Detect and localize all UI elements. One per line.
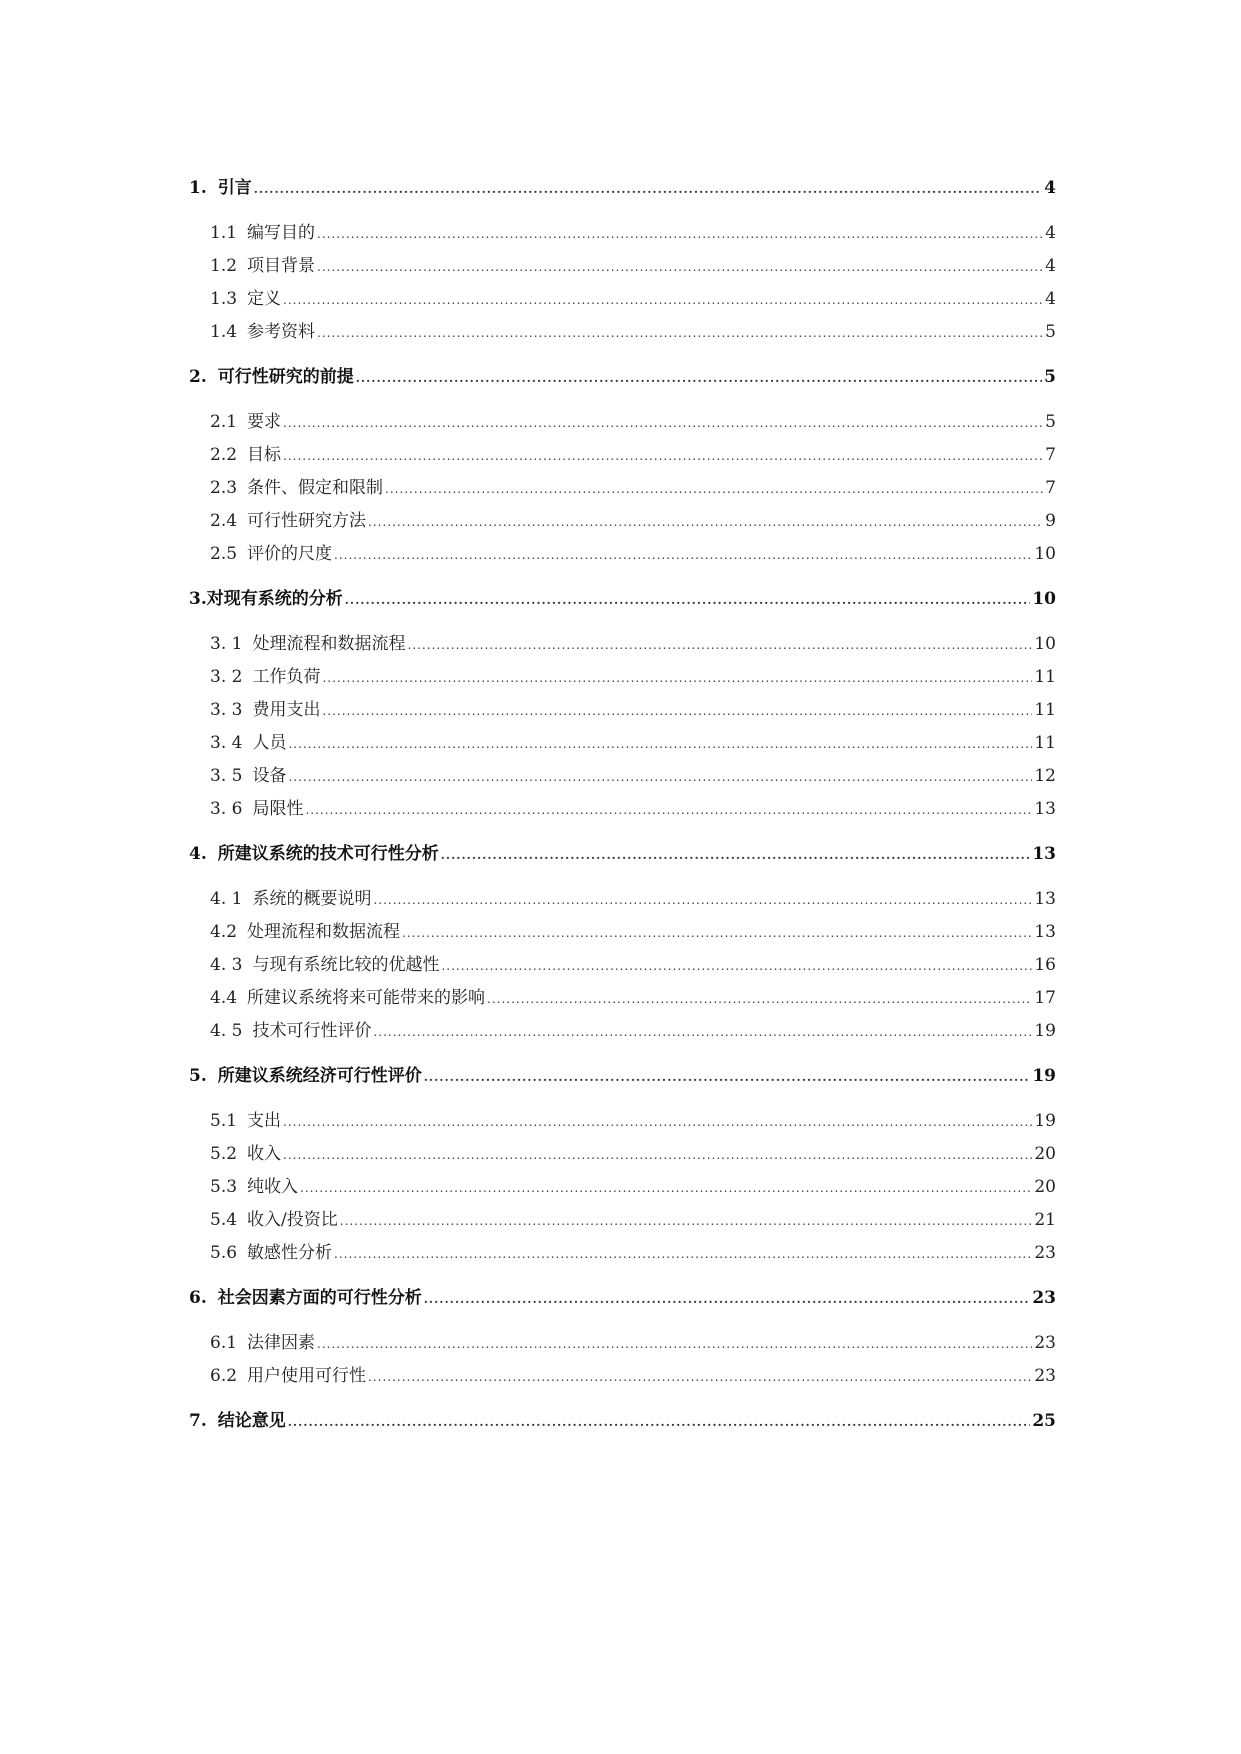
toc-entry-label: [210, 223, 315, 244]
toc-entry-title: 参考资料: [247, 322, 316, 342]
toc-entry-number: 4.: [189, 844, 207, 864]
toc-entry-number: 4. 5: [210, 1021, 243, 1041]
toc-entry[interactable]: [189, 733, 1056, 754]
toc-entry-title: 与现有系统比较的优越性: [252, 955, 440, 975]
toc-entry-number: 1.4: [210, 322, 238, 342]
toc-entry-title: 评价的尺度: [247, 544, 333, 564]
toc-entry-number: 5.6: [210, 1243, 238, 1263]
toc-entry-title: 处理流程和数据流程: [247, 922, 401, 942]
toc-entry-label: [210, 1111, 281, 1132]
dot-leader: [334, 545, 1032, 566]
toc-entry-label: [210, 1366, 366, 1387]
toc-entry-label: [189, 178, 252, 199]
toc-entry-label: [210, 889, 371, 910]
toc-entry-number: 6.2: [210, 1366, 238, 1386]
toc-entry-title: 项目背景: [247, 256, 316, 276]
toc-entry-title: 支出: [247, 1111, 282, 1131]
toc-entry-page: 10: [1032, 589, 1056, 609]
toc-entry-number: 7.: [189, 1411, 207, 1431]
toc-entry-page: 5: [1044, 367, 1056, 387]
toc-entry-label: [210, 667, 320, 688]
toc-entry-label: [189, 1288, 422, 1309]
toc-entry-title: 引言: [217, 178, 252, 198]
toc-entry-page: 17: [1034, 988, 1056, 1008]
toc-entry-title: 所建议系统的技术可行性分析: [217, 844, 439, 864]
toc-entry[interactable]: [189, 511, 1056, 532]
toc-entry[interactable]: [189, 178, 1056, 199]
dot-leader: [322, 701, 1032, 722]
toc-entry-page: 4: [1045, 289, 1056, 309]
toc-entry-number: 4. 3: [210, 955, 243, 975]
dot-leader: [317, 224, 1043, 245]
toc-entry-number: 3. 5: [210, 766, 243, 786]
toc-entry-label: [210, 256, 315, 277]
dot-leader: [385, 479, 1043, 500]
toc-entry-title: 法律因素: [247, 1333, 316, 1353]
toc-entry-title: 可行性研究的前提: [217, 367, 354, 387]
toc-entry-page: 23: [1032, 1288, 1056, 1308]
toc-entry-number: 1.: [189, 178, 207, 198]
toc-entry-page: 5: [1045, 322, 1056, 342]
toc-entry-page: 23: [1034, 1333, 1056, 1353]
toc-entry-number: 4. 1: [210, 889, 243, 909]
dot-leader: [441, 845, 1031, 866]
toc-entry-number: 1.1: [210, 223, 238, 243]
toc-entry-page: 21: [1034, 1210, 1056, 1230]
toc-entry-title: 可行性研究方法: [247, 511, 367, 531]
toc-entry[interactable]: [189, 544, 1056, 565]
toc-entry-label: [210, 412, 281, 433]
toc-entry[interactable]: [189, 634, 1056, 655]
toc-entry-page: 12: [1034, 766, 1056, 786]
toc-entry-page: 7: [1045, 478, 1056, 498]
toc-entry-label: [210, 766, 286, 787]
toc-entry-number: 4.4: [210, 988, 238, 1008]
dot-leader: [288, 734, 1032, 755]
dot-leader: [340, 1211, 1033, 1232]
dot-leader: [345, 590, 1031, 611]
toc-entry[interactable]: [189, 766, 1056, 787]
toc-entry-title: 收入/投资比: [247, 1210, 338, 1230]
toc-entry-title: 用户使用可行性: [247, 1366, 367, 1386]
toc-entry-number: 5.2: [210, 1144, 238, 1164]
toc-entry-number: 4.2: [210, 922, 238, 942]
toc-entry-label: [210, 544, 332, 565]
toc-entry-number: 6.: [189, 1288, 207, 1308]
toc-entry[interactable]: [189, 412, 1056, 433]
toc-entry[interactable]: [189, 922, 1056, 943]
dot-leader: [283, 290, 1043, 311]
dot-leader: [487, 989, 1032, 1010]
toc-entry-label: [210, 289, 281, 310]
toc-entry[interactable]: [189, 799, 1056, 820]
dot-leader: [368, 1367, 1032, 1388]
toc-entry[interactable]: [189, 223, 1056, 244]
dot-leader: [283, 413, 1043, 434]
toc-entry[interactable]: [189, 667, 1056, 688]
toc-entry-page: 25: [1032, 1411, 1056, 1431]
toc-entry[interactable]: [189, 256, 1056, 277]
toc-entry-page: 5: [1045, 412, 1056, 432]
toc-entry-number: 2.3: [210, 478, 238, 498]
toc-entry-title: 编写目的: [247, 223, 316, 243]
toc-entry-number: 3. 1: [210, 634, 243, 654]
dot-leader: [283, 1145, 1032, 1166]
toc-entry[interactable]: [189, 1111, 1056, 1132]
toc-entry-title: 处理流程和数据流程: [252, 634, 406, 654]
toc-entry-title: 技术可行性评价: [252, 1021, 372, 1041]
toc-entry-page: 19: [1032, 1066, 1056, 1086]
toc-entry[interactable]: [189, 478, 1056, 499]
toc-entry-label: [210, 445, 281, 466]
toc-entry[interactable]: [189, 889, 1056, 910]
toc-entry-label: [189, 589, 343, 610]
toc-entry-page: 20: [1034, 1177, 1056, 1197]
dot-leader: [317, 323, 1043, 344]
toc-entry-number: 3. 4: [210, 733, 243, 753]
toc-entry[interactable]: [189, 1411, 1056, 1432]
dot-leader: [441, 956, 1032, 977]
dot-leader: [283, 446, 1043, 467]
toc-entry-title: 目标: [247, 445, 282, 465]
toc-entry-page: 4: [1044, 178, 1056, 198]
toc-entry-label: [210, 700, 320, 721]
toc-entry[interactable]: [189, 367, 1056, 388]
toc-entry-title: 社会因素方面的可行性分析: [217, 1288, 422, 1308]
toc-entry-number: 3. 6: [210, 799, 243, 819]
dot-leader: [368, 512, 1043, 533]
toc-entry-label: [210, 1210, 338, 1231]
toc-entry-label: [210, 511, 366, 532]
toc-entry-number: 3.: [189, 589, 207, 609]
toc-entry-label: [210, 1177, 298, 1198]
toc-entry-page: 23: [1034, 1243, 1056, 1263]
dot-leader: [300, 1178, 1032, 1199]
dot-leader: [407, 635, 1032, 656]
dot-leader: [305, 800, 1032, 821]
toc-entry-title: 设备: [252, 766, 287, 786]
toc-entry-number: 5.3: [210, 1177, 238, 1197]
toc-entry[interactable]: [189, 445, 1056, 466]
toc-entry-page: 13: [1032, 844, 1056, 864]
toc-entry-label: [210, 1333, 315, 1354]
toc-entry-number: 1.3: [210, 289, 238, 309]
toc-entry[interactable]: [189, 589, 1056, 610]
toc-entry-label: [189, 367, 354, 388]
toc-entry-label: [210, 799, 303, 820]
toc-entry-title: 对现有系统的分析: [206, 589, 343, 609]
dot-leader: [317, 257, 1043, 278]
toc-entry-title: 敏感性分析: [247, 1243, 333, 1263]
toc-entry-title: 要求: [247, 412, 282, 432]
toc-entry-label: [210, 322, 315, 343]
toc-entry[interactable]: [189, 1177, 1056, 1198]
toc-entry-title: 所建议系统将来可能带来的影响: [247, 988, 486, 1008]
dot-leader: [334, 1244, 1032, 1265]
toc-entry-page: 13: [1034, 799, 1056, 819]
toc-entry-label: [210, 733, 286, 754]
toc-entry-title: 所建议系统经济可行性评价: [217, 1066, 422, 1086]
toc-entry-label: [210, 955, 439, 976]
toc-entry-label: [210, 988, 485, 1009]
toc-entry-number: 6.1: [210, 1333, 238, 1353]
toc-entry-label: [189, 1411, 286, 1432]
toc-entry[interactable]: [189, 844, 1056, 865]
toc-entry-number: 2.: [189, 367, 207, 387]
toc-entry-number: 3. 2: [210, 667, 243, 687]
toc-entry[interactable]: [189, 1210, 1056, 1231]
toc-entry-number: 5.1: [210, 1111, 238, 1131]
toc-entry[interactable]: [189, 1144, 1056, 1165]
toc-entry-page: 11: [1034, 733, 1056, 753]
dot-leader: [424, 1289, 1031, 1310]
dot-leader: [288, 767, 1032, 788]
dot-leader: [288, 1412, 1031, 1433]
toc-entry-page: 13: [1034, 889, 1056, 909]
toc-entry-page: 19: [1034, 1111, 1056, 1131]
toc-entry[interactable]: [189, 700, 1056, 721]
dot-leader: [356, 368, 1042, 389]
toc-entry[interactable]: [189, 1066, 1056, 1087]
toc-entry-title: 结论意见: [217, 1411, 286, 1431]
toc-entry-number: 2.2: [210, 445, 238, 465]
toc-entry-title: 工作负荷: [252, 667, 321, 687]
table-of-contents: [189, 178, 1056, 1432]
toc-entry-title: 纯收入: [247, 1177, 299, 1197]
toc-entry[interactable]: [189, 1288, 1056, 1309]
toc-entry-number: 5.4: [210, 1210, 238, 1230]
toc-entry-label: [210, 922, 400, 943]
toc-entry-page: 10: [1034, 544, 1056, 564]
toc-entry-page: 13: [1034, 922, 1056, 942]
toc-entry-label: [210, 634, 405, 655]
toc-entry[interactable]: [189, 1333, 1056, 1354]
toc-entry-number: 2.1: [210, 412, 238, 432]
dot-leader: [373, 1022, 1032, 1043]
dot-leader: [373, 890, 1032, 911]
toc-entry-title: 费用支出: [252, 700, 321, 720]
toc-entry-label: [210, 1243, 332, 1264]
toc-entry-page: 7: [1045, 445, 1056, 465]
toc-entry-label: [210, 478, 383, 499]
dot-leader: [424, 1067, 1031, 1088]
toc-entry[interactable]: [189, 289, 1056, 310]
toc-entry[interactable]: [189, 1366, 1056, 1387]
toc-entry-page: 16: [1034, 955, 1056, 975]
dot-leader: [322, 668, 1032, 689]
toc-entry-page: 20: [1034, 1144, 1056, 1164]
toc-entry-number: 5.: [189, 1066, 207, 1086]
toc-entry-page: 11: [1034, 667, 1056, 687]
toc-entry-number: 3. 3: [210, 700, 243, 720]
toc-entry-title: 收入: [247, 1144, 282, 1164]
toc-entry[interactable]: [189, 1021, 1056, 1042]
dot-leader: [283, 1112, 1032, 1133]
toc-entry-title: 系统的概要说明: [252, 889, 372, 909]
toc-entry-page: 11: [1034, 700, 1056, 720]
toc-entry-page: 4: [1045, 223, 1056, 243]
toc-entry-page: 9: [1045, 511, 1056, 531]
toc-entry[interactable]: [189, 988, 1056, 1009]
toc-entry-page: 10: [1034, 634, 1056, 654]
toc-entry-title: 条件、假定和限制: [247, 478, 384, 498]
dot-leader: [402, 923, 1032, 944]
toc-entry-title: 定义: [247, 289, 282, 309]
dot-leader: [254, 179, 1042, 200]
toc-entry-title: 局限性: [252, 799, 304, 819]
toc-entry-number: 2.5: [210, 544, 238, 564]
toc-entry-label: [210, 1144, 281, 1165]
toc-entry-page: 19: [1034, 1021, 1056, 1041]
toc-entry-number: 2.4: [210, 511, 238, 531]
toc-entry-label: [189, 844, 439, 865]
dot-leader: [317, 1334, 1032, 1355]
toc-entry[interactable]: [189, 1243, 1056, 1264]
toc-entry-number: 1.2: [210, 256, 238, 276]
toc-entry-label: [210, 1021, 371, 1042]
toc-entry-title: 人员: [252, 733, 287, 753]
toc-entry-page: 4: [1045, 256, 1056, 276]
toc-entry[interactable]: [189, 955, 1056, 976]
toc-entry[interactable]: [189, 322, 1056, 343]
toc-entry-label: [189, 1066, 422, 1087]
toc-entry-page: 23: [1034, 1366, 1056, 1386]
